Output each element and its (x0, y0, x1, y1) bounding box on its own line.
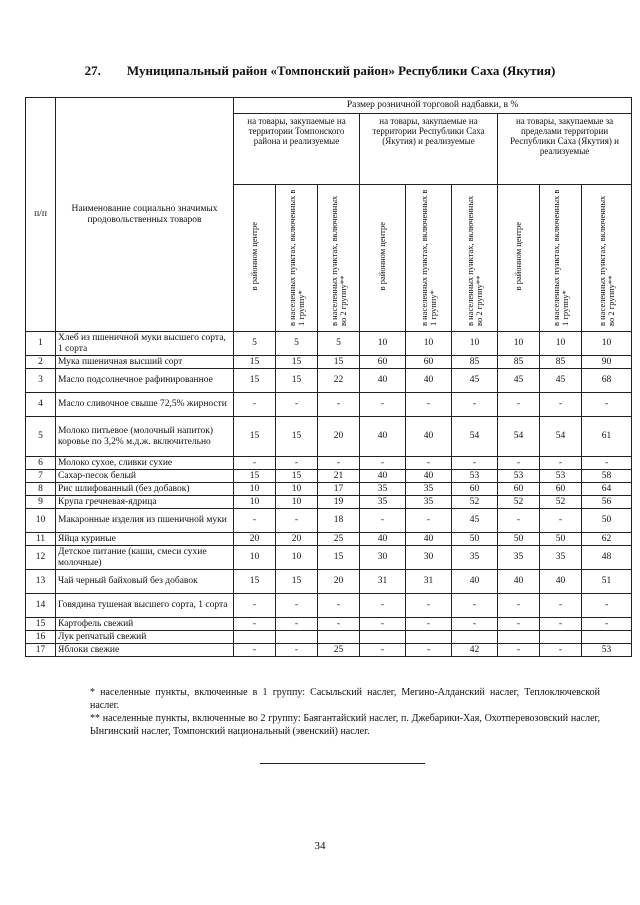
markup-value (452, 631, 498, 644)
markup-value (318, 631, 360, 644)
product-name: Яблоки свежие (56, 644, 234, 657)
product-name: Картофель свежий (56, 618, 234, 631)
markup-value: - (582, 594, 632, 618)
markup-value: - (360, 618, 406, 631)
row-number: 12 (26, 546, 56, 570)
markup-value: 53 (582, 644, 632, 657)
markup-value: 20 (234, 533, 276, 546)
section-title: Муниципальный район «Томпонский район» Республики Саха (Якутия) (126, 63, 556, 78)
markup-value: - (582, 457, 632, 470)
markup-value: 10 (234, 496, 276, 509)
markup-value: 22 (318, 369, 360, 393)
markup-value: 19 (318, 496, 360, 509)
markup-value (498, 631, 540, 644)
product-name: Детское питание (каши, смеси сухие молочные) (56, 546, 234, 570)
markup-value: 52 (540, 496, 582, 509)
markup-value: 40 (406, 470, 452, 483)
markup-value: - (318, 594, 360, 618)
markup-value: - (540, 594, 582, 618)
markup-value: 15 (276, 369, 318, 393)
header-group-district: на товары, закупаемые на территории Томпонского района и реализуемые (234, 114, 360, 185)
table-row (26, 496, 632, 509)
footnote-group-1: * населенные пункты, включенные в 1 группу: Сасыльский наслег, Мегино-Алданский наслег, Теплоключевской наслег. (90, 687, 600, 711)
markup-value: 21 (318, 470, 360, 483)
markup-value: - (452, 393, 498, 417)
markup-value: - (360, 509, 406, 533)
markup-value: - (406, 393, 452, 417)
product-name: Крупа гречневая-ядрица (56, 496, 234, 509)
row-number: 11 (26, 533, 56, 546)
table-row (26, 356, 632, 369)
header-group-outside: на товары, закупаемые за пределами территории Республики Саха (Якутия) и реализуемые (498, 114, 632, 185)
product-name: Молоко питьевое (молочный напиток) коровье по 3,2% м.д.ж. включительно (56, 417, 234, 457)
markup-value: 85 (452, 356, 498, 369)
markup-value: 62 (582, 533, 632, 546)
markup-value: - (318, 457, 360, 470)
subheader-cell: в населенных пунктах, включенных в 1 группу* (276, 185, 318, 332)
product-name: Рис шлифованный (без добавок) (56, 483, 234, 496)
markup-value: 60 (540, 483, 582, 496)
markup-value: 5 (276, 332, 318, 356)
subheader-cell: в населенных пунктах, включенных в 1 группу* (406, 185, 452, 332)
markup-value: 51 (582, 570, 632, 594)
markup-value: 15 (318, 546, 360, 570)
markup-value: 68 (582, 369, 632, 393)
markup-value: - (406, 618, 452, 631)
markup-value: - (318, 618, 360, 631)
page-title (0, 63, 640, 79)
table-row (26, 570, 632, 594)
product-name: Сахар-песок белый (56, 470, 234, 483)
markup-value: 35 (360, 496, 406, 509)
markup-value: - (276, 509, 318, 533)
markup-value (234, 631, 276, 644)
markup-value: 53 (452, 470, 498, 483)
markup-value: 35 (540, 546, 582, 570)
markup-value: 50 (582, 509, 632, 533)
markup-value: 30 (406, 546, 452, 570)
divider-line (260, 763, 425, 764)
section-number: 27. (84, 63, 101, 78)
markup-value: - (582, 618, 632, 631)
markup-value: - (540, 618, 582, 631)
markup-value: - (406, 509, 452, 533)
subheader-cell: в районном центре (360, 185, 406, 332)
markup-value: 60 (498, 483, 540, 496)
markup-value: 15 (234, 570, 276, 594)
markup-value: - (360, 594, 406, 618)
markup-value: 10 (234, 483, 276, 496)
markup-value: - (540, 393, 582, 417)
markup-value: 25 (318, 644, 360, 657)
markup-value: 10 (540, 332, 582, 356)
product-name: Мука пшеничная высший сорт (56, 356, 234, 369)
row-number: 3 (26, 369, 56, 393)
row-number: 6 (26, 457, 56, 470)
markup-value: 15 (276, 570, 318, 594)
markup-value: - (234, 644, 276, 657)
markup-value: 15 (276, 417, 318, 457)
markup-value: - (276, 393, 318, 417)
markup-value: 42 (452, 644, 498, 657)
markup-value: 10 (234, 546, 276, 570)
markup-value: - (234, 594, 276, 618)
markup-value: 50 (498, 533, 540, 546)
row-number: 1 (26, 332, 56, 356)
table-row (26, 332, 632, 356)
markup-value: 54 (452, 417, 498, 457)
markup-value: 58 (582, 470, 632, 483)
markup-value: 5 (234, 332, 276, 356)
markup-value: 61 (582, 417, 632, 457)
markup-value: 60 (360, 356, 406, 369)
product-name: Молоко сухое, сливки сухие (56, 457, 234, 470)
markup-value: 60 (452, 483, 498, 496)
table-row (26, 483, 632, 496)
markup-value: - (234, 393, 276, 417)
markup-value: 10 (276, 546, 318, 570)
table-row (26, 457, 632, 470)
markup-value: - (276, 644, 318, 657)
markup-value: 20 (318, 417, 360, 457)
markup-value: 45 (540, 369, 582, 393)
row-number: 4 (26, 393, 56, 417)
markup-value: 35 (406, 483, 452, 496)
markup-value: 53 (498, 470, 540, 483)
markup-value: 15 (318, 356, 360, 369)
markup-value: 48 (582, 546, 632, 570)
markup-value: 20 (276, 533, 318, 546)
markup-value: 40 (360, 470, 406, 483)
table-row (26, 533, 632, 546)
markup-value: - (234, 509, 276, 533)
subheader-cell: в районном центре (498, 185, 540, 332)
markup-value: 10 (276, 483, 318, 496)
markup-value: - (540, 509, 582, 533)
markup-value: - (406, 457, 452, 470)
markup-value: - (498, 594, 540, 618)
markup-value: 10 (452, 332, 498, 356)
markup-value: 54 (498, 417, 540, 457)
markup-value: 10 (360, 332, 406, 356)
markup-value (360, 631, 406, 644)
row-number: 9 (26, 496, 56, 509)
markup-value: 60 (406, 356, 452, 369)
subheader-cell: в населенных пунктах, включенных во 2 группу** (582, 185, 632, 332)
markup-value: - (276, 618, 318, 631)
markup-value: 40 (406, 533, 452, 546)
row-number: 16 (26, 631, 56, 644)
markup-value: - (318, 393, 360, 417)
product-name: Масло подсолнечное рафинированное (56, 369, 234, 393)
markup-value: 45 (452, 369, 498, 393)
row-number: 13 (26, 570, 56, 594)
row-number: 8 (26, 483, 56, 496)
header-markup: Размер розничной торговой надбавки, в % (234, 98, 632, 114)
markup-value: 85 (498, 356, 540, 369)
markup-value: 15 (276, 470, 318, 483)
product-name: Хлеб из пшеничной муки высшего сорта, 1 сорта (56, 332, 234, 356)
header-name: Наименование социально значимых продовольственных товаров (56, 98, 234, 332)
markup-value: 54 (540, 417, 582, 457)
markup-value: 35 (360, 483, 406, 496)
markup-value (276, 631, 318, 644)
markup-value: - (360, 393, 406, 417)
markup-value (540, 631, 582, 644)
markup-value: 50 (540, 533, 582, 546)
markup-value: 30 (360, 546, 406, 570)
markup-value: 10 (582, 332, 632, 356)
markup-value: 15 (234, 356, 276, 369)
markup-value: 40 (406, 417, 452, 457)
markup-value: 35 (406, 496, 452, 509)
markup-value: 40 (540, 570, 582, 594)
row-number: 5 (26, 417, 56, 457)
markup-value: - (540, 644, 582, 657)
table-row (26, 369, 632, 393)
markup-value: 53 (540, 470, 582, 483)
markup-value: 10 (498, 332, 540, 356)
markup-value: 64 (582, 483, 632, 496)
product-name: Масло сливочное свыше 72,5% жирности (56, 393, 234, 417)
markup-value: - (498, 644, 540, 657)
markup-value: - (452, 457, 498, 470)
table-row (26, 417, 632, 457)
subheader-cell: в населенных пунктах, включенных во 2 группу** (318, 185, 360, 332)
markup-value: - (498, 509, 540, 533)
product-name: Лук репчатый свежий (56, 631, 234, 644)
row-number: 15 (26, 618, 56, 631)
table-row (26, 509, 632, 533)
markup-value: - (234, 618, 276, 631)
markup-value: 5 (318, 332, 360, 356)
subheader-cell: в районном центре (234, 185, 276, 332)
markup-value: 45 (452, 509, 498, 533)
markup-value: - (498, 393, 540, 417)
header-group-republic: на товары, закупаемые на территории Республики Саха (Якутия) и реализуемые (360, 114, 498, 185)
markup-value: - (498, 457, 540, 470)
subheader-cell: в населенных пунктах, включенных во 2 группу** (452, 185, 498, 332)
table-row (26, 644, 632, 657)
table-row (26, 470, 632, 483)
markup-value: 10 (406, 332, 452, 356)
markup-value: 18 (318, 509, 360, 533)
row-number: 14 (26, 594, 56, 618)
product-name: Чай черный байховый без добавок (56, 570, 234, 594)
markup-value: 85 (540, 356, 582, 369)
row-number: 17 (26, 644, 56, 657)
footnotes (90, 686, 600, 738)
markup-value: 50 (452, 533, 498, 546)
markup-table (25, 97, 632, 657)
markup-value (406, 631, 452, 644)
markup-value: - (234, 457, 276, 470)
table-row (26, 594, 632, 618)
page-number: 34 (314, 840, 326, 852)
markup-value: - (540, 457, 582, 470)
markup-value: 52 (498, 496, 540, 509)
product-name: Говядина тушеная высшего сорта, 1 сорта (56, 594, 234, 618)
row-number: 7 (26, 470, 56, 483)
markup-value: 52 (452, 496, 498, 509)
markup-value: 35 (452, 546, 498, 570)
header-num: п/п (26, 98, 56, 332)
markup-value: - (406, 644, 452, 657)
markup-value (582, 631, 632, 644)
markup-value: 17 (318, 483, 360, 496)
markup-value: 25 (318, 533, 360, 546)
markup-value: - (498, 618, 540, 631)
markup-value: 20 (318, 570, 360, 594)
markup-value: 31 (406, 570, 452, 594)
markup-value: 15 (276, 356, 318, 369)
subheader-cell: в населенных пунктах, включенных в 1 группу* (540, 185, 582, 332)
markup-value: - (452, 594, 498, 618)
footnote-group-2: ** населенные пункты, включенные во 2 группу: Баягантайский наслег, п. Джебарики-Хая, Охотперевозовский наслег, Ынгинский наслег, Томпонский национальный (эвенский) наслег. (90, 713, 600, 737)
markup-value: 40 (360, 417, 406, 457)
markup-value: - (360, 644, 406, 657)
markup-value: 40 (452, 570, 498, 594)
product-name: Яйца куриные (56, 533, 234, 546)
markup-value: - (360, 457, 406, 470)
markup-value: 40 (360, 369, 406, 393)
row-number: 10 (26, 509, 56, 533)
markup-value: 15 (234, 470, 276, 483)
markup-value: 35 (498, 546, 540, 570)
markup-value: 56 (582, 496, 632, 509)
table-row (26, 618, 632, 631)
markup-value: 31 (360, 570, 406, 594)
markup-value: 45 (498, 369, 540, 393)
markup-value: - (276, 457, 318, 470)
table-row (26, 393, 632, 417)
markup-value: 15 (234, 369, 276, 393)
markup-value: - (406, 594, 452, 618)
table-row (26, 631, 632, 644)
markup-value: 40 (360, 533, 406, 546)
markup-value: 90 (582, 356, 632, 369)
markup-value: - (276, 594, 318, 618)
markup-value: 15 (234, 417, 276, 457)
product-name: Макаронные изделия из пшеничной муки (56, 509, 234, 533)
table-body (26, 332, 632, 657)
markup-value: 40 (406, 369, 452, 393)
markup-value: - (452, 618, 498, 631)
markup-value: 10 (276, 496, 318, 509)
markup-value: 40 (498, 570, 540, 594)
table-row (26, 546, 632, 570)
markup-value: - (582, 393, 632, 417)
row-number: 2 (26, 356, 56, 369)
